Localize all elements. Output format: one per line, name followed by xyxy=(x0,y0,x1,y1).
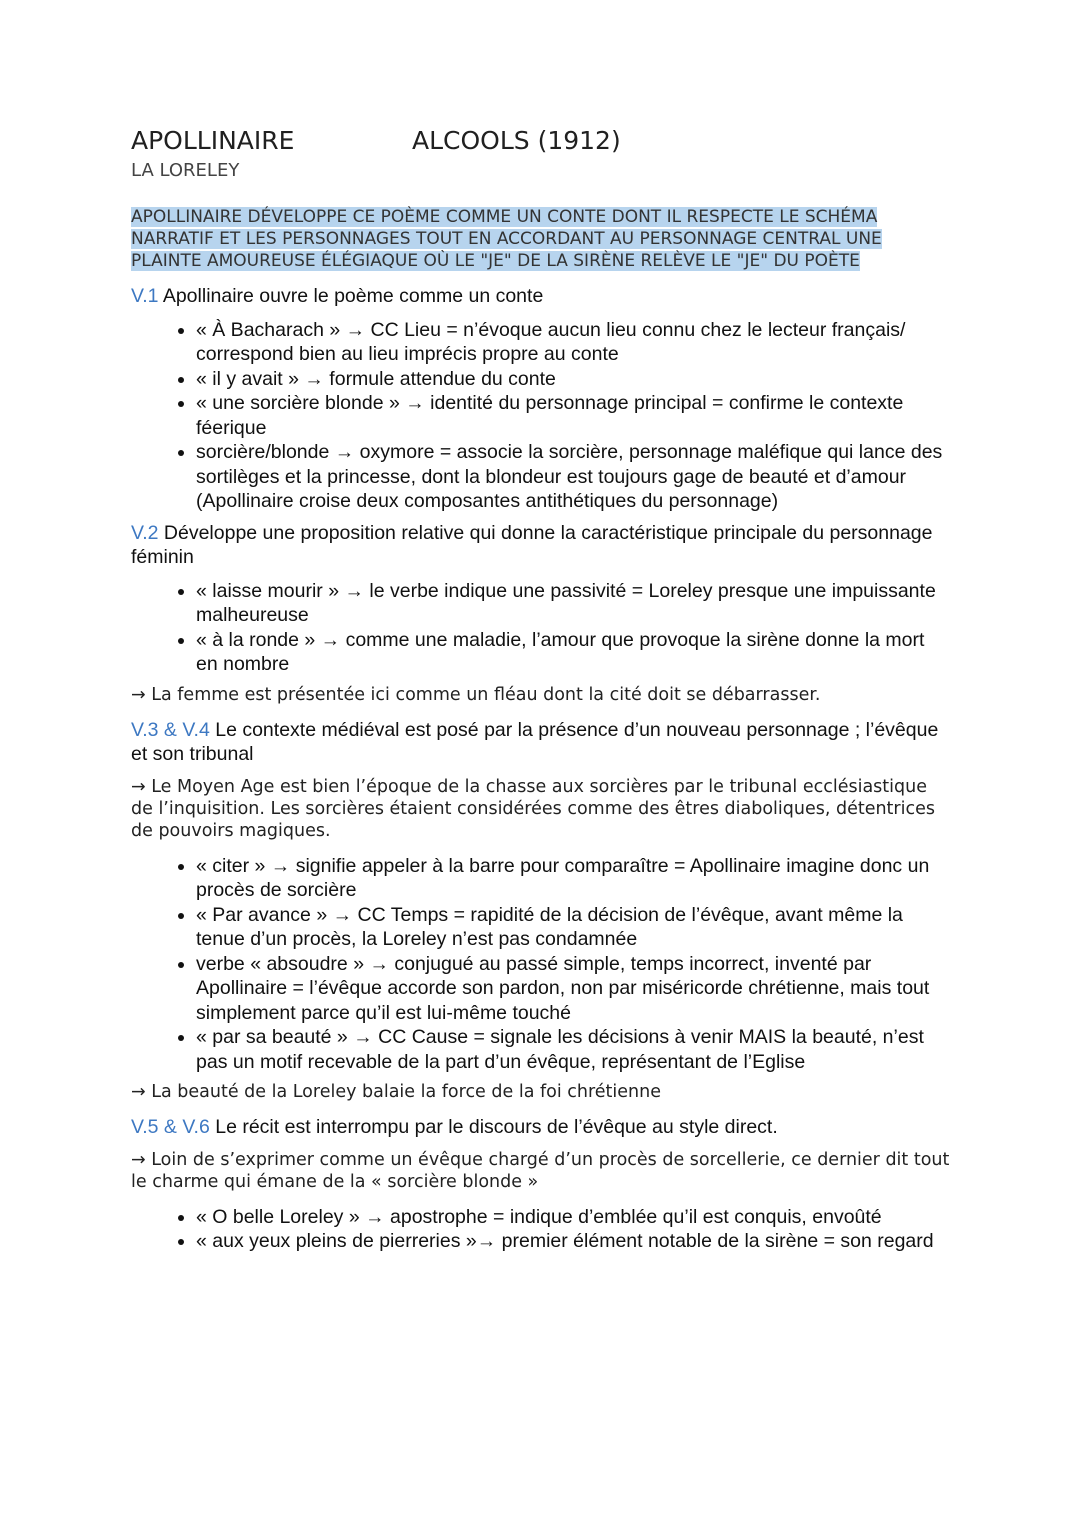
section-v3-conclusion: → La beauté de la Loreley balaie la force de la foi chrétienne xyxy=(131,1082,661,1102)
section-title: Le récit est interrompu par le discours de l’évêque au style direct. xyxy=(209,1116,778,1138)
section-title: Développe une proposition relative qui donne la caractéristique principale du personnage féminin xyxy=(131,521,933,568)
verse-number: V.2 xyxy=(131,521,159,544)
list-item: • « laisse mourir » → le verbe indique une passivité = Loreley presque une impuissante malheureuse xyxy=(196,579,951,628)
section-v5-heading xyxy=(131,1115,951,1140)
poem-title: LA LORELEY xyxy=(131,160,240,181)
list-item: • « aux yeux pleins de pierreries »→ premier élément notable de la sirène = son regard xyxy=(196,1229,951,1254)
list-item: • « À Bacharach » → CC Lieu = n’évoque aucun lieu connu chez le lecteur français/ correspond bien au lieu imprécis propre au conte xyxy=(196,318,951,367)
intro-thesis xyxy=(131,206,951,272)
section-v5-context-note: → Loin de s’exprimer comme un évêque chargé d’un procès de sorcellerie, ce dernier dit tout le charme qui émane de la « sorcière blonde » xyxy=(131,1149,950,1192)
verse-number: V.1 xyxy=(131,285,159,307)
list-item: • « à la ronde » → comme une maladie, l’amour que provoque la sirène donne la mort en nombre xyxy=(196,628,951,677)
work-title: ALCOOLS (1912) xyxy=(412,126,621,155)
list-item: • verbe « absoudre » → conjugué au passé simple, temps incorrect, inventé par Apollinaire = l’évêque accorde son pardon, non par miséricorde chrétienne, mais tout simplement parce qu’il est lui-même touché xyxy=(196,952,951,1026)
list-item: • « une sorcière blonde » → identité du personnage principal = confirme le contexte féerique xyxy=(196,391,951,440)
list-item: • « il y avait » → formule attendue du conte xyxy=(196,367,951,392)
list-item: • « citer » → signifie appeler à la barre pour comparaître = Apollinaire imagine donc un procès de sorcière xyxy=(196,854,951,903)
highlighted-thesis-text: APOLLINAIRE DÉVELOPPE CE POÈME COMME UN CONTE DONT IL RESPECTE LE SCHÉMA NARRATIF ET LES PERSONNAGES TOUT EN ACCORDANT AU PERSONNAGE CENTRAL UNE PLAINTE AMOUREUSE ÉLÉGIAQUE OÙ LE "JE" DE LA SIRÈNE RELÈVE LE "JE" DU POÈTE xyxy=(131,207,882,271)
section-title: Le contexte médiéval est posé par la présence d’un nouveau personnage ; l’évêque et son tribunal xyxy=(131,718,939,765)
verse-number: V.3 & V.4 xyxy=(131,718,210,741)
section-v1-heading xyxy=(131,284,951,309)
section-v3-heading xyxy=(131,718,951,767)
section-v3-list xyxy=(131,854,951,1075)
list-item: • « O belle Loreley » → apostrophe = indique d’emblée qu’il est conquis, envoûté xyxy=(196,1205,951,1230)
section-v2-conclusion: → La femme est présentée ici comme un fléau dont la cité doit se débarrasser. xyxy=(131,684,821,705)
section-v3-context-note: → Le Moyen Age est bien l’époque de la chasse aux sorcières par le tribunal ecclésiastique de l’inquisition. Les sorcières étaient considérées comme des êtres diaboliques, détentrices de pouvoirs magiques. xyxy=(131,776,935,841)
section-v2-heading xyxy=(131,521,951,570)
document-body xyxy=(131,206,951,1261)
author-name: APOLLINAIRE xyxy=(131,126,295,155)
section-v1-list xyxy=(131,318,951,514)
section-v5-list xyxy=(131,1205,951,1254)
list-item: • « Par avance » → CC Temps = rapidité de la décision de l’évêque, avant même la tenue d’un procès, la Loreley n’est pas condamnée xyxy=(196,903,951,952)
verse-number: V.5 & V.6 xyxy=(131,1116,210,1138)
section-v2-list xyxy=(131,579,951,677)
list-item: • sorcière/blonde → oxymore = associe la sorcière, personnage maléfique qui lance des sortilèges et la princesse, dont la blondeur est toujours gage de beauté et d’amour (Apollinaire croise deux composantes antithétiques du personnage) xyxy=(196,440,951,514)
list-item: • « par sa beauté » → CC Cause = signale les décisions à venir MAIS la beauté, n’est pas un motif recevable de la part d’un évêque, représentant de l’Eglise xyxy=(196,1025,951,1074)
section-title: Apollinaire ouvre le poème comme un conte xyxy=(162,285,544,307)
